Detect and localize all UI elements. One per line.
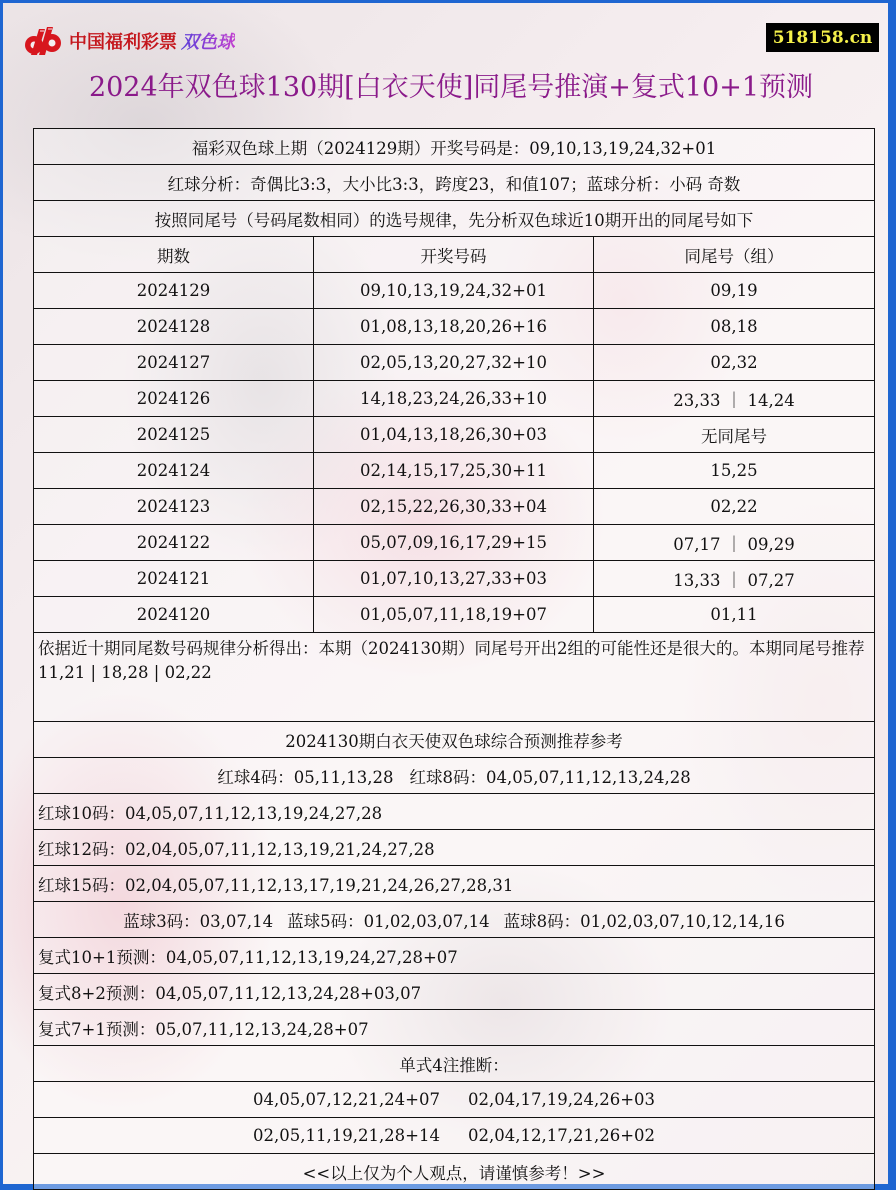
numbers-cell: 09,10,13,19,24,32+01 (314, 273, 594, 309)
same-tail-cell: 13,33 ｜ 07,27 (594, 561, 875, 597)
red-15-text: 红球15码：02,04,05,07,11,12,13,17,19,21,24,26,27,28,31 (34, 866, 875, 902)
red-15-row (34, 866, 875, 902)
fushi-8-2-text: 复式8+2预测：04,05,07,11,12,13,24,28+03,07 (34, 974, 875, 1010)
prediction-table (33, 128, 875, 1190)
same-tail-cell: 07,17 ｜ 09,29 (594, 525, 875, 561)
prediction-title: 2024130期白衣天使双色球综合预测推荐参考 (34, 722, 875, 758)
red-12-text: 红球12码：02,04,05,07,11,12,13,19,21,24,27,28 (34, 830, 875, 866)
intro-text: 按照同尾号（号码尾数相同）的选号规律，先分析双色球近10期开出的同尾号如下 (34, 201, 875, 237)
column-header-same-tail: 同尾号（组） (594, 237, 875, 273)
table-row (34, 489, 875, 525)
numbers-cell: 02,05,13,20,27,32+10 (314, 345, 594, 381)
table-row (34, 273, 875, 309)
disclaimer-text: <<以上仅为个人观点，请谨慎参考！>> (34, 1154, 875, 1190)
table-row (34, 561, 875, 597)
same-tail-cell: 无同尾号 (594, 417, 875, 453)
numbers-cell: 02,15,22,26,30,33+04 (314, 489, 594, 525)
column-header-issue: 期数 (34, 237, 314, 273)
issue-cell: 2024128 (34, 309, 314, 345)
single-bet-4: 02,04,12,17,21,26+02 (468, 1126, 656, 1145)
issue-cell: 2024126 (34, 381, 314, 417)
issue-cell: 2024122 (34, 525, 314, 561)
blue-row (34, 902, 875, 938)
same-tail-cell: 08,18 (594, 309, 875, 345)
conclusion-row (34, 633, 875, 722)
single-cell (34, 1118, 875, 1154)
red-4-text: 红球4码：05,11,13,28 (217, 767, 394, 787)
red-4-8-row (34, 758, 875, 794)
single-row-1 (34, 1082, 875, 1118)
table-row (34, 597, 875, 633)
logo-brand: 双色球 (181, 28, 235, 54)
table-header (34, 237, 875, 273)
analysis-row (34, 165, 875, 201)
logo-text: 中国福利彩票 (69, 32, 177, 53)
single-bet-1: 04,05,07,12,21,24+07 (252, 1090, 441, 1109)
single-bet-3: 02,05,11,19,21,28+14 (252, 1126, 441, 1145)
same-tail-cell: 02,32 (594, 345, 875, 381)
numbers-cell: 01,08,13,18,20,26+16 (314, 309, 594, 345)
same-tail-cell: 09,19 (594, 273, 875, 309)
same-tail-cell: 02,22 (594, 489, 875, 525)
fushi-7-1-text: 复式7+1预测：05,07,11,12,13,24,28+07 (34, 1010, 875, 1046)
red-8-text: 红球8码：04,05,07,11,12,13,24,28 (409, 767, 691, 787)
red-4-8-cell (34, 758, 875, 794)
red-10-text: 红球10码：04,05,07,11,12,13,19,24,27,28 (34, 794, 875, 830)
fushi-10-1-text: 复式10+1预测：04,05,07,11,12,13,19,24,27,28+07 (34, 938, 875, 974)
single-title: 单式4注推断： (34, 1046, 875, 1082)
single-title-row (34, 1046, 875, 1082)
issue-cell: 2024121 (34, 561, 314, 597)
single-cell (34, 1082, 875, 1118)
table-row (34, 525, 875, 561)
single-row-2 (34, 1118, 875, 1154)
conclusion-text: 依据近十期同尾数号码规律分析得出：本期（2024130期）同尾号开出2组的可能性还是很大的。本期同尾号推荐11,21 | 18,28 | 02,22 (34, 633, 875, 722)
last-draw-row (34, 129, 875, 165)
lottery-logo (23, 25, 235, 57)
numbers-cell: 05,07,09,16,17,29+15 (314, 525, 594, 561)
numbers-cell: 01,04,13,18,26,30+03 (314, 417, 594, 453)
intro-row (34, 201, 875, 237)
issue-cell: 2024127 (34, 345, 314, 381)
blue-3-text: 蓝球3码：03,07,14 (123, 911, 274, 931)
issue-cell: 2024123 (34, 489, 314, 525)
table-row (34, 345, 875, 381)
page-title: 2024年双色球130期[白衣天使]同尾号推演+复式10+1预测 (88, 72, 814, 103)
numbers-cell: 01,05,07,11,18,19+07 (314, 597, 594, 633)
column-header-numbers: 开奖号码 (314, 237, 594, 273)
red-10-row (34, 794, 875, 830)
blue-5-text: 蓝球5码：01,02,03,07,14 (287, 911, 490, 931)
red-12-row (34, 830, 875, 866)
table-row (34, 381, 875, 417)
blue-8-text: 蓝球8码：01,02,03,07,10,12,14,16 (503, 911, 785, 931)
prediction-title-row (34, 722, 875, 758)
table-row (34, 417, 875, 453)
fushi-7-1-row (34, 1010, 875, 1046)
same-tail-cell: 23,33 ｜ 14,24 (594, 381, 875, 417)
fushi-8-2-row (34, 974, 875, 1010)
analysis-text: 红球分析：奇偶比3:3，大小比3:3，跨度23，和值107；蓝球分析：小码 奇数 (34, 165, 875, 201)
same-tail-cell: 15,25 (594, 453, 875, 489)
disclaimer-row (34, 1154, 875, 1190)
last-draw-text: 福彩双色球上期（2024129期）开奖号码是：09,10,13,19,24,32+01 (34, 129, 875, 165)
table-row (34, 453, 875, 489)
issue-cell: 2024120 (34, 597, 314, 633)
same-tail-cell: 01,11 (594, 597, 875, 633)
issue-cell: 2024129 (34, 273, 314, 309)
issue-cell: 2024124 (34, 453, 314, 489)
issue-cell: 2024125 (34, 417, 314, 453)
single-bet-2: 02,04,17,19,24,26+03 (468, 1090, 656, 1109)
numbers-cell: 01,07,10,13,27,33+03 (314, 561, 594, 597)
cwl-logo-icon (23, 25, 65, 57)
fushi-10-1-row (34, 938, 875, 974)
numbers-cell: 02,14,15,17,25,30+11 (314, 453, 594, 489)
blue-cell (34, 902, 875, 938)
table-row (34, 309, 875, 345)
site-badge[interactable]: 518158.cn (766, 23, 879, 52)
numbers-cell: 14,18,23,24,26,33+10 (314, 381, 594, 417)
